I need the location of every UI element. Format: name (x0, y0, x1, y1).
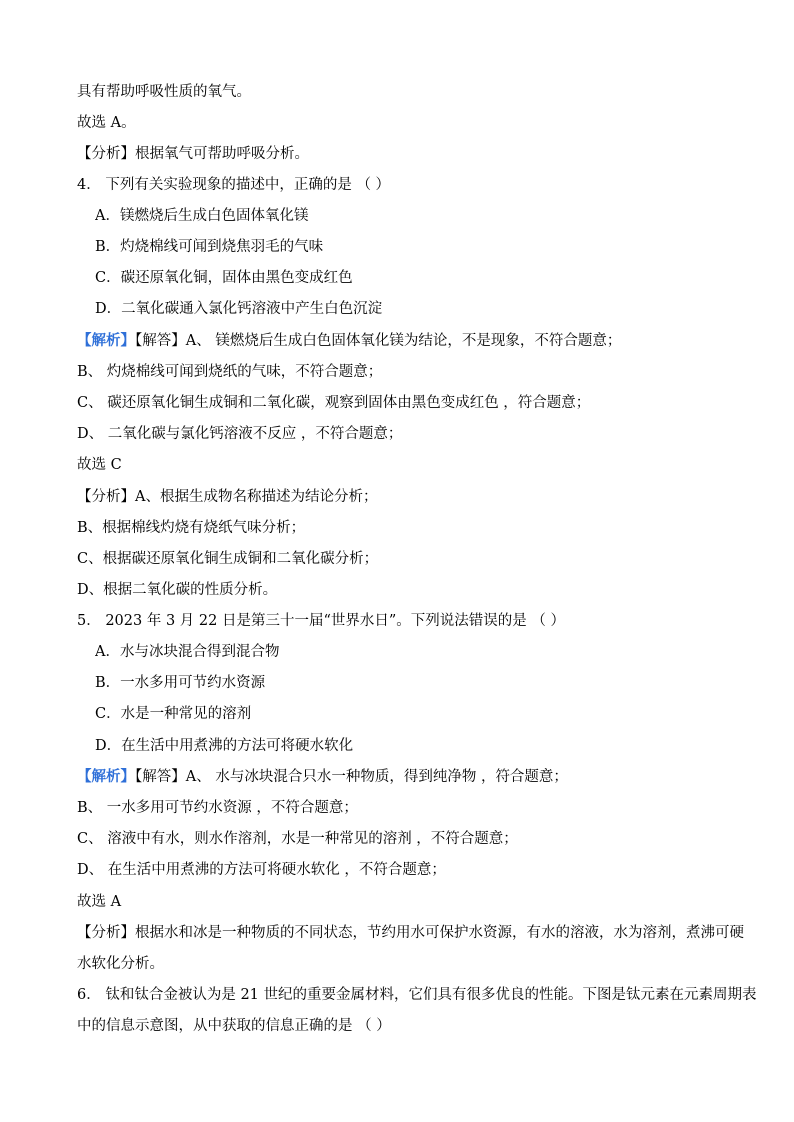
question-5-stem: 5． 2023 年 3 月 22 日是第三十一届“世界水日”。下列说法错误的是 （ ） (77, 613, 565, 629)
analysis-paragraph: 【分析】根据水和冰是一种物质的不同状态，节约用水可保护水资源，有水的溶液，水为溶剂，煮沸可硬水软化分析。 (77, 925, 744, 972)
answer-choice: 故选 A (77, 894, 122, 910)
question-5-option-b: B．一水多用可节约水资源 (95, 675, 266, 691)
answer-choice: 故选 C (77, 457, 122, 473)
text-line: 故选 A。 (77, 115, 136, 131)
question-6-stem: 6． 钛和钛合金被认为是 21 世纪的重要金属材料，它们具有很多优良的性能。下图是钛元素在元素周期表中的信息示意图，从中获取的信息正确的是 （ ） (77, 987, 757, 1034)
question-5-option-c: C．水是一种常见的溶剂 (95, 706, 252, 722)
answer-line: D、 二氧化碳与氯化钙溶液不反应 ，不符合题意； (77, 426, 403, 442)
answer-line: B、 灼烧棉线可闻到烧纸的气味，不符合题意； (77, 364, 383, 380)
question-5-option-a: A．水与冰块混合得到混合物 (95, 644, 280, 660)
analysis-line: D、根据二氧化碳的性质分析。 (77, 582, 278, 598)
question-4-option-c: C．碳还原氧化铜，固体由黑色变成红色 (95, 270, 353, 286)
analysis-line: B、根据棉线灼烧有烧纸气味分析； (77, 520, 306, 536)
question-4-stem: 4． 下列有关实验现象的描述中，正确的是 （ ） (77, 177, 391, 193)
solution-tag: 【解析】 (77, 768, 135, 785)
analysis-line: 【分析】根据氧气可帮助呼吸分析。 (77, 146, 309, 162)
answer-line: C、 溶液中有水，则水作溶剂，水是一种常见的溶剂 ，不符合题意； (77, 831, 518, 847)
analysis-line: 【分析】A、根据生成物名称描述为结论分析； (77, 489, 378, 505)
answer-line: B、 一水多用可节约水资源 ，不符合题意； (77, 800, 358, 816)
question-4-solution-line (77, 331, 757, 351)
question-4-option-d: D．二氧化碳通入氯化钙溶液中产生白色沉淀 (95, 301, 383, 317)
answer-line: C、 碳还原氧化铜生成铜和二氧化碳，观察到固体由黑色变成红色 ，符合题意； (77, 395, 591, 411)
solution-text: 【解答】A、 镁燃烧后生成白色固体氧化镁为结论，不是现象，不符合题意； (135, 333, 622, 349)
question-5-option-d: D．在生活中用煮沸的方法可将硬水软化 (95, 738, 354, 754)
solution-tag: 【解析】 (77, 332, 135, 349)
answer-line: D、 在生活中用煮沸的方法可将硬水软化 ，不符合题意； (77, 862, 446, 878)
solution-text: 【解答】A、 水与冰块混合只水一种物质，得到纯净物 ，符合题意； (135, 769, 568, 785)
question-4-option-b: B．灼烧棉线可闻到烧焦羽毛的气味 (95, 239, 324, 255)
question-5-solution-line (77, 767, 757, 787)
text-line: 具有帮助呼吸性质的氧气。 (77, 84, 251, 100)
question-4-option-a: A．镁燃烧后生成白色固体氧化镁 (95, 208, 309, 224)
analysis-line: C、根据碳还原氧化铜生成铜和二氧化碳分析； (77, 551, 379, 567)
